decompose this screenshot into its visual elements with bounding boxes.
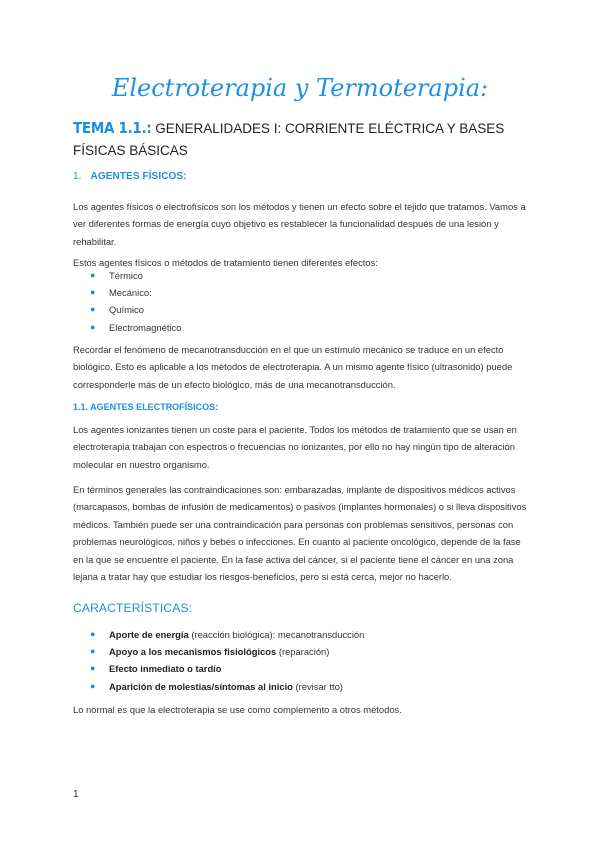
paragraph-contraindicaciones: En términos generales las contraindicaciones son: embarazadas, implante de dispositivos médicos activos (marcapasos, bombas de infusión de medicamentos) o pasivos (implantes hormonales) o si lleva dispositivos médicos. También puede ser una contraindicación para personas con problemas sensitivos, personas con problemas neurológicos, niños y bebés o infecciones. En cuanto al paciente oncológico, depende de la fase en la que se encuentre el paciente. En la fase activa del cáncer, si el paciente tiene el cáncer en una zona lejana a tratar hay que estudiar los riesgos-beneficios, pero si está cerca, mejor no hacerlo. [73, 484, 527, 583]
list-item-text: (revisar tto) [292, 680, 343, 692]
subsection-heading-electrofisicos: 1.1. AGENTES ELECTROFÍSICOS: [73, 402, 219, 412]
tema-heading [73, 117, 533, 162]
tema-label: TEMA 1.1.: [73, 119, 152, 137]
list-item-text: Térmico [109, 270, 143, 281]
list-item-bold: Efecto inmediato o tardío [109, 663, 222, 675]
bullet-icon: ● [90, 321, 96, 332]
tema-text: GENERALIDADES I: CORRIENTE ELÉCTRICA Y BASES FÍSICAS BÁSICAS [73, 121, 505, 158]
list-item-text: (reparación) [276, 646, 330, 658]
list-item-text: (reacción biológica): mecanotransducción [188, 629, 365, 640]
bullet-icon: ● [90, 304, 96, 315]
document-title: Electroterapia y Termoterapia: [111, 74, 489, 102]
effects-list [90, 267, 181, 336]
bullet-icon: ● [90, 646, 96, 657]
page-number: 1 [73, 789, 79, 800]
paragraph-closing: Lo normal es que la electroterapia se use como complemento a otros métodos. [73, 704, 402, 715]
paragraph-intro: Los agentes físicos o electrofísicos son los métodos y tienen un efecto sobre el tejido que tratamos. Vamos a ver diferentes formas de energía cuyo objetivo es restablecer la funcionalidad después de una lesión y rehabilitar. [73, 201, 526, 247]
list-item [90, 301, 181, 318]
section-heading-agentes-fisicos [73, 171, 187, 182]
bullet-icon: ● [90, 270, 96, 280]
paragraph-effects-intro: Estos agentes físicos o métodos de tratamiento tienen diferentes efectos: [73, 257, 378, 268]
list-item [90, 660, 364, 677]
bullet-icon: ● [90, 663, 96, 674]
list-item [90, 267, 181, 284]
bullet-icon: ● [90, 629, 96, 639]
list-item [90, 626, 364, 643]
paragraph-ionizantes: Los agentes ionizantes tienen un coste para el paciente. Todos los métodos de tratamiento que se usan en electroterapia trabajan con espectros o frecuencias no ionizantes, por ello no hay ningún tipo de alteración molecular en nuestro organismo. [73, 424, 517, 470]
list-item-bold: Apoyo a los mecanismos fisiológicos [109, 646, 277, 658]
caracteristicas-list [90, 626, 364, 695]
list-item-text: Electromagnético [109, 321, 182, 333]
list-item [90, 284, 181, 301]
list-item-text: Mecánico: [109, 287, 152, 299]
list-item [90, 319, 181, 336]
caracteristicas-heading: CARACTERÍSTICAS: [73, 601, 193, 615]
list-item-bold: Aparición de molestias/síntomas al inicio [109, 680, 293, 692]
list-item-text: Químico [109, 304, 144, 316]
bullet-icon: ● [90, 680, 96, 691]
section-number: 1. [73, 171, 82, 182]
bullet-icon: ● [90, 287, 96, 298]
section-title: AGENTES FÍSICOS: [90, 171, 187, 182]
list-item [90, 643, 364, 660]
list-item [90, 678, 364, 695]
list-item-bold: Aporte de energía [109, 629, 189, 640]
paragraph-mecanotransduccion: Recordar el fenómeno de mecanotransducción en el que un estímulo mecánico se traduce en un efecto biológico. Esto es aplicable a los métodos de electroterapia. A un mismo agente físico (ultrasonido) puede corresponderle más de un efecto biológico, más de una mecanotransducción. [73, 344, 513, 390]
